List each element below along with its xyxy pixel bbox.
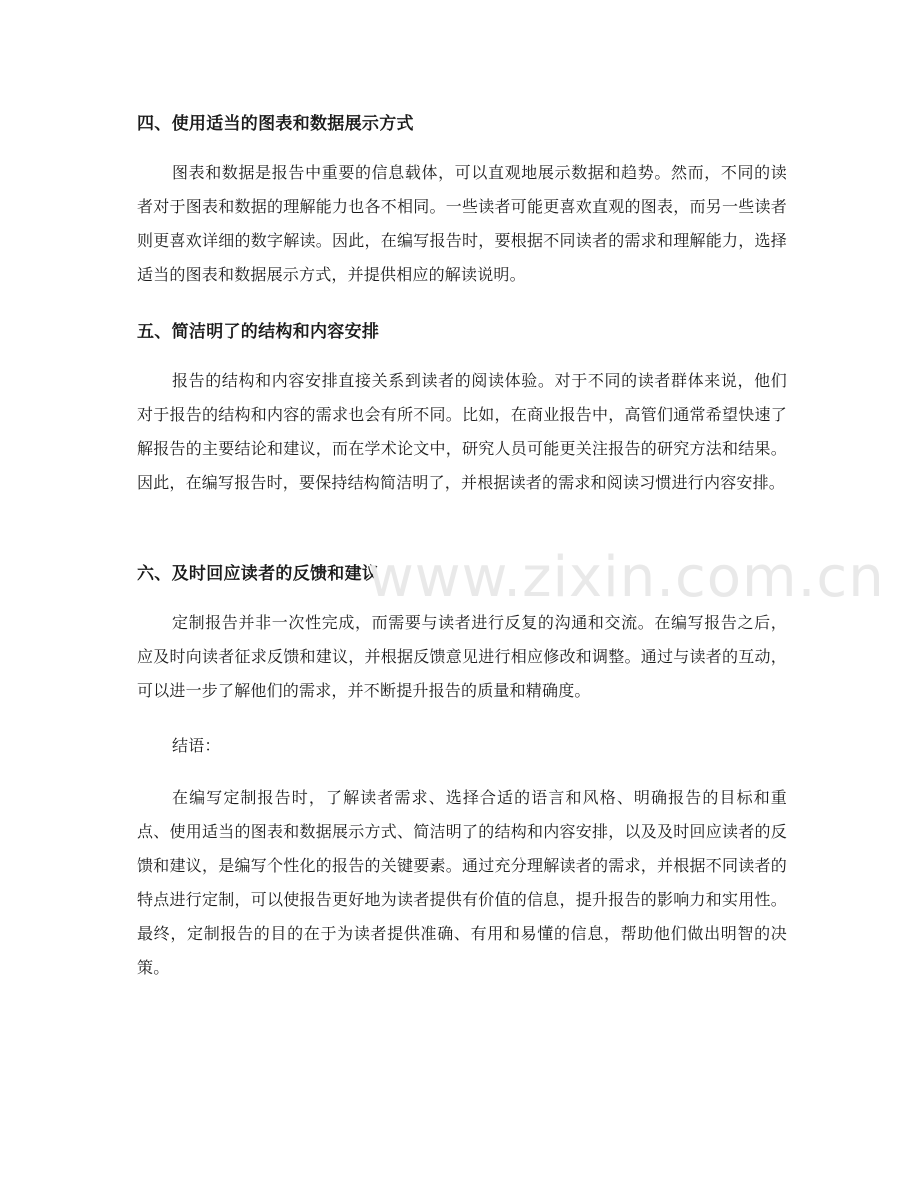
section-body-5: 报告的结构和内容安排直接关系到读者的阅读体验。对于不同的读者群体来说，他们对于报告的结构和内容的需求也会有所不同。比如，在商业报告中，高管们通常希望快速了解报告的主要结论和建议，而在学术论文中，研究人员可能更关注报告的研究方法和结果。因此，在编写报告时，要保持结构简洁明了，并根据读者的需求和阅读习惯进行内容安排。: [137, 371, 787, 492]
section-heading-5: 五、简洁明了的结构和内容安排: [137, 322, 380, 342]
conclusion-label: 结语：: [172, 736, 221, 755]
section-heading-4: 四、使用适当的图表和数据展示方式: [137, 114, 414, 134]
conclusion-body: 在编写定制报告时，了解读者需求、选择合适的语言和风格、明确报告的目标和重点、使用适当的图表和数据展示方式、简洁明了的结构和内容安排，以及及时回应读者的反馈和建议，是编写个性化的报告的关键要素。通过充分理解读者的需求，并根据不同读者的特点进行定制，可以使报告更好地为读者提供有价值的信息，提升报告的影响力和实用性。最终，定制报告的目的在于为读者提供准确、有用和易懂的信息，帮助他们做出明智的决策。: [137, 788, 787, 977]
section-heading-6: 六、及时回应读者的反馈和建议: [137, 564, 380, 584]
section-body-4: 图表和数据是报告中重要的信息载体，可以直观地展示数据和趋势。然而，不同的读者对于图表和数据的理解能力也各不相同。一些读者可能更喜欢直观的图表，而另一些读者则更喜欢详细的数字解读。因此，在编写报告时，要根据不同读者的需求和理解能力，选择适当的图表和数据展示方式，并提供相应的解读说明。: [137, 163, 787, 284]
watermark-text: www.zixin.com.cn: [368, 545, 885, 610]
section-body-6: 定制报告并非一次性完成，而需要与读者进行反复的沟通和交流。在编写报告之后，应及时向读者征求反馈和建议，并根据反馈意见进行相应修改和调整。通过与读者的互动，可以进一步了解他们的需求，并不断提升报告的质量和精确度。: [137, 613, 787, 700]
